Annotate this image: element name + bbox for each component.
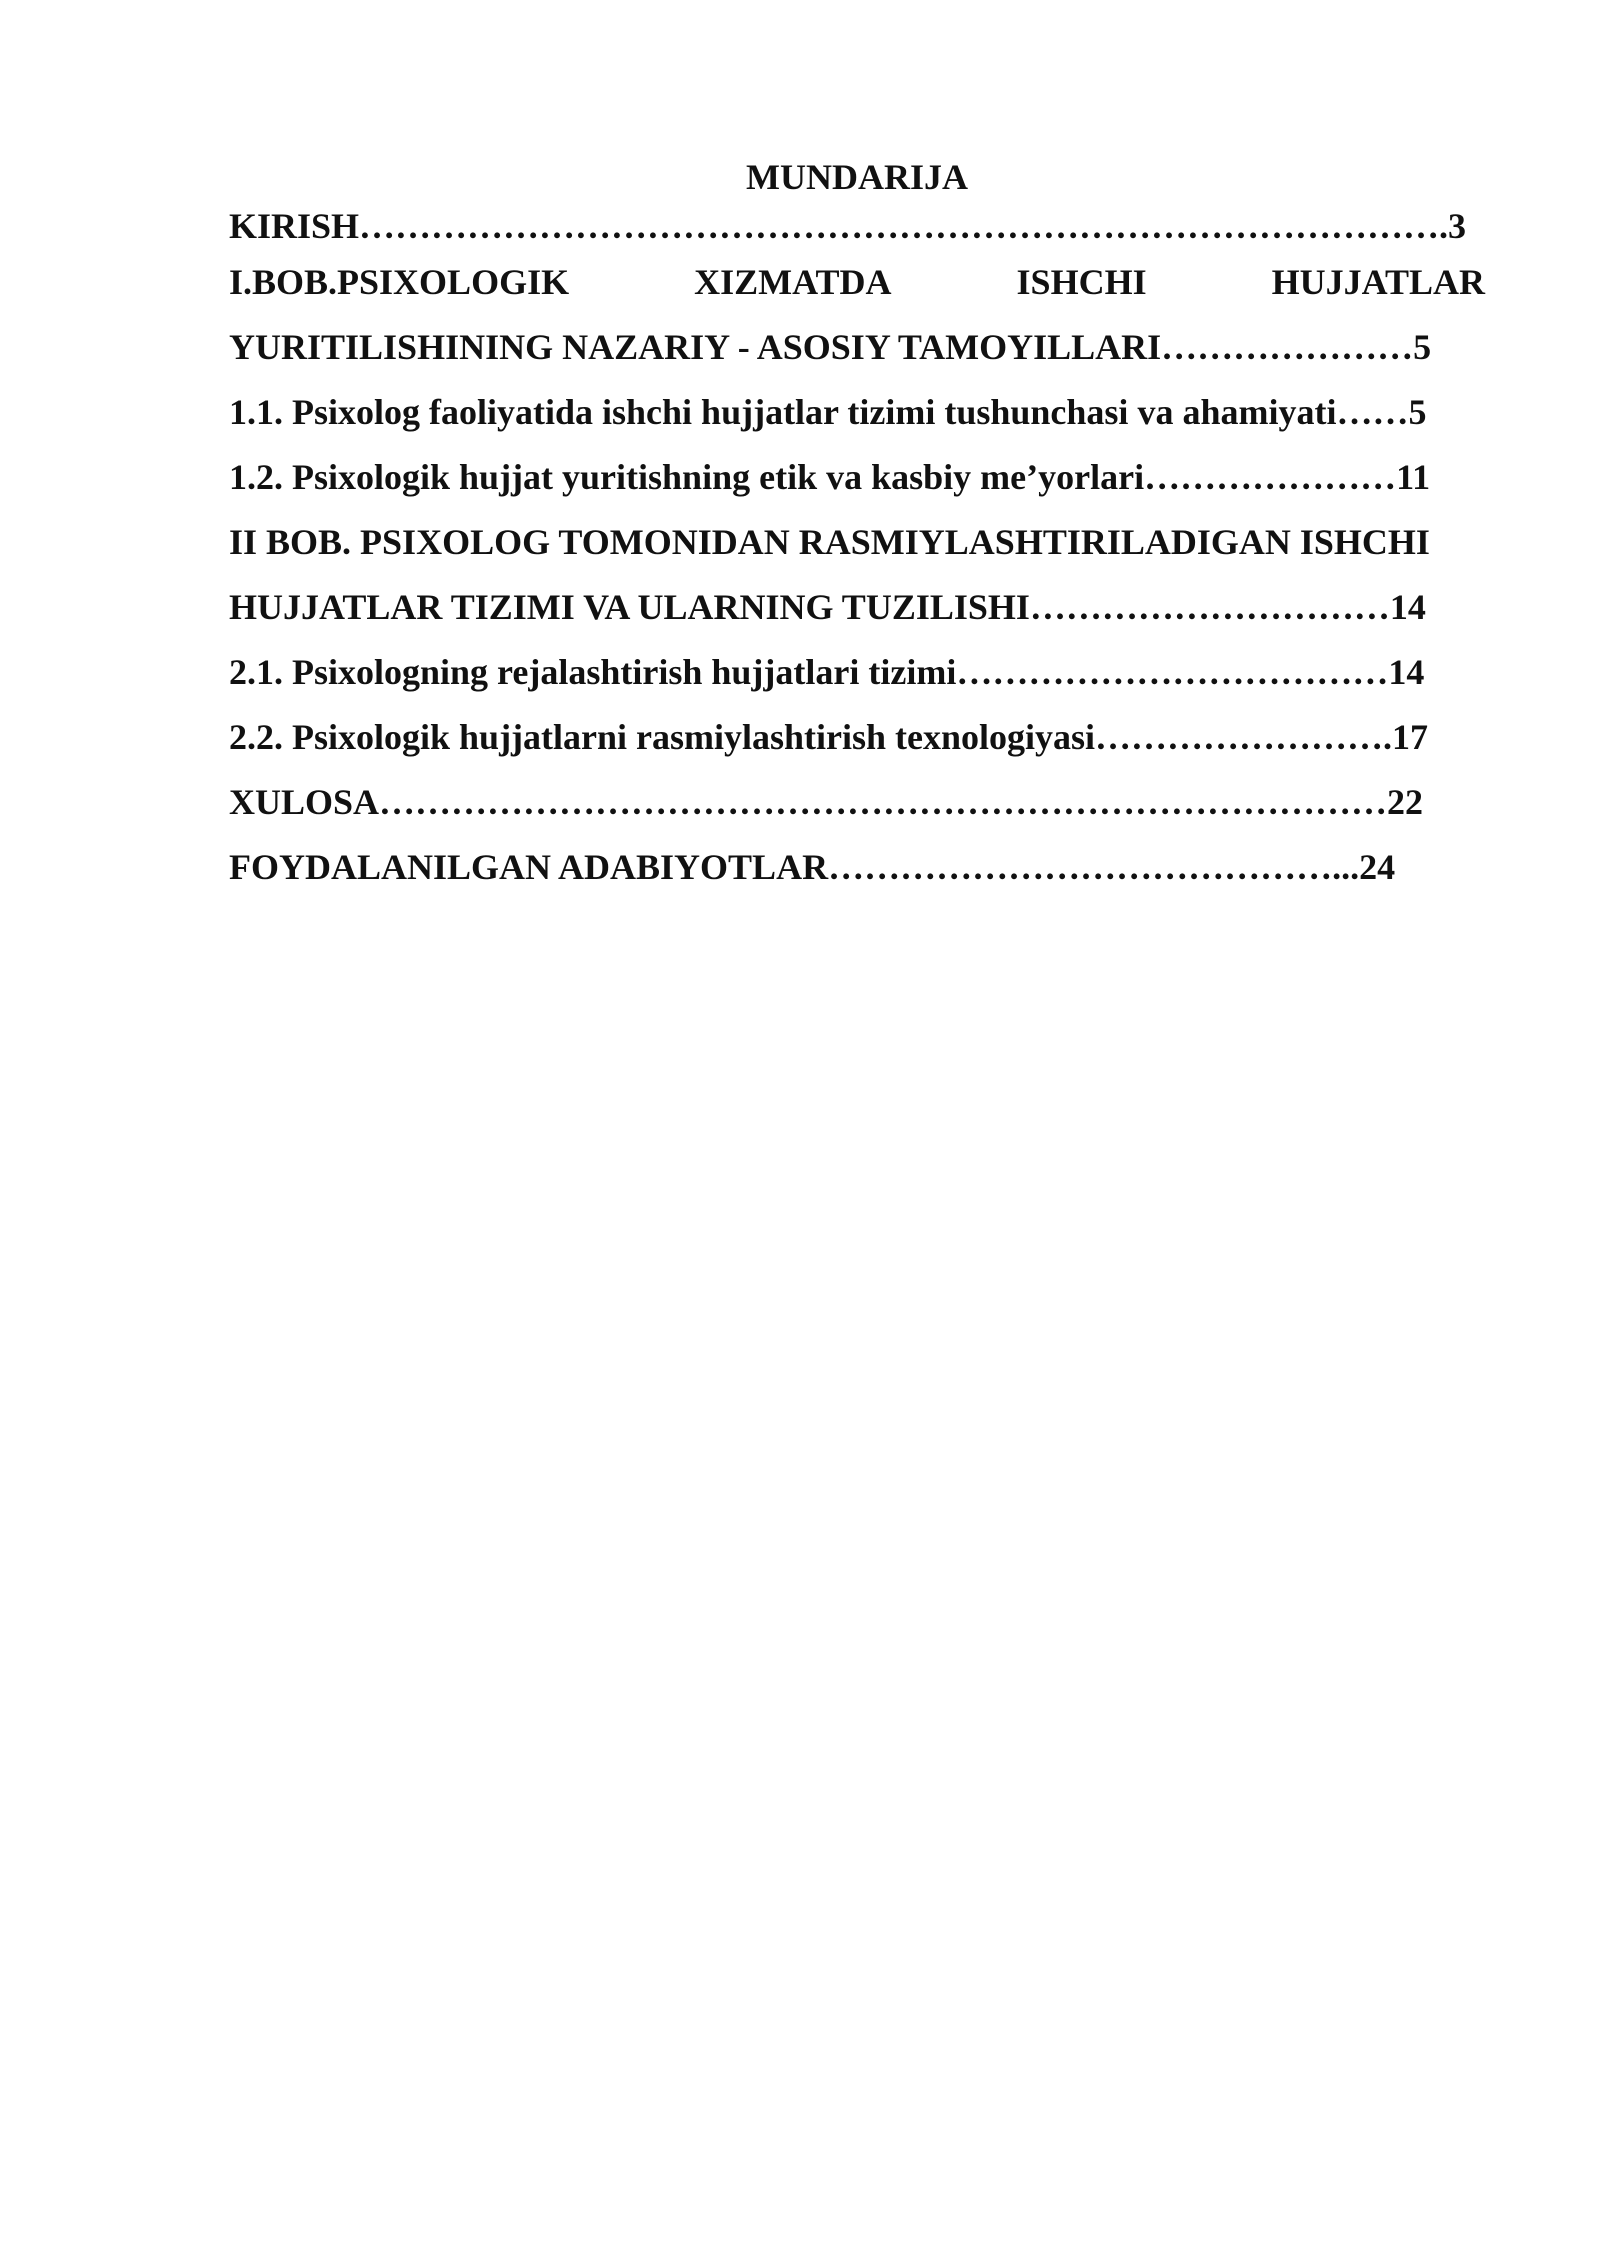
toc-entry-chapter-2-line-2: HUJJATLAR TIZIMI VA ULARNING TUZILISHI…………………………14	[229, 587, 1426, 627]
toc-entry-kirish: KIRISH……………………………………………………………………………….3	[229, 206, 1467, 246]
toc-word: I.BOB.PSIXOLOGIK	[229, 262, 570, 302]
toc-entry-xulosa: XULOSA…………………………………………………………………………22	[229, 782, 1424, 822]
toc-entry-section-1-1: 1.1. Psixolog faoliyatida ishchi hujjatlar tizimi tushunchasi va ahamiyati……5	[229, 392, 1427, 432]
toc-entry-chapter-1-line-2: YURITILISHINING NAZARIY - ASOSIY TAMOYILLARI…………………5	[229, 327, 1432, 367]
toc-entry-section-1-2: 1.2. Psixologik hujjat yuritishning etik va kasbiy me’yorlari…………………11	[229, 457, 1431, 497]
toc-entry-section-2-1: 2.1. Psixologning rejalashtirish hujjatlari tizimi………………………………14	[229, 652, 1425, 692]
toc-entry-section-2-2: 2.2. Psixologik hujjatlarni rasmiylashtirish texnologiyasi…………………….17	[229, 717, 1429, 757]
toc-word: XIZMATDA	[694, 262, 892, 302]
toc-entry-chapter-2-line-1: II BOB. PSIXOLOG TOMONIDAN RASMIYLASHTIRILADIGAN ISHCHI	[229, 522, 1430, 562]
toc-entry-chapter-1-line-1	[229, 250, 1485, 315]
toc-word: ISHCHI	[1016, 262, 1147, 302]
toc-word: HUJJATLAR	[1271, 262, 1485, 302]
toc-title: MUNDARIJA	[746, 157, 968, 197]
table-of-contents	[229, 152, 1485, 900]
toc-entry-adabiyotlar: FOYDALANILGAN ADABIYOTLAR……………………………………...24	[229, 847, 1396, 887]
